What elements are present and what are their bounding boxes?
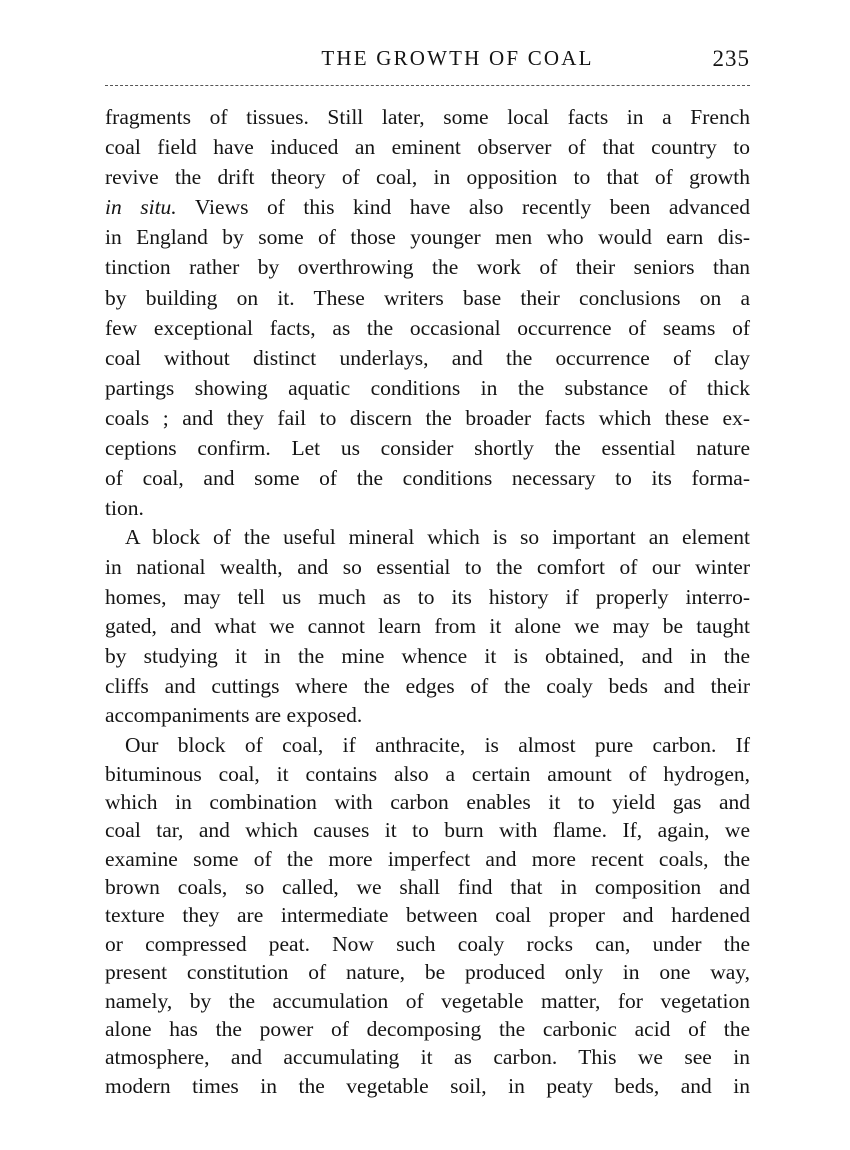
text-line: Our block of coal, if anthracite, is almost pure carbon. If — [125, 733, 750, 758]
text-line: in England by some of those younger men who would earn dis- — [105, 225, 750, 250]
text-line: namely, by the accumulation of vegetable matter, for vegetation — [105, 988, 750, 1013]
text-line: of coal, and some of the conditions necessary to its forma- — [105, 466, 750, 491]
text-line: present constitution of nature, be produced only in one way, — [105, 960, 750, 985]
text-line: atmosphere, and accumulating it as carbon. This we see in — [105, 1045, 750, 1070]
running-head — [105, 46, 750, 76]
text-line: few exceptional facts, as the occasional occurrence of seams of — [105, 315, 750, 340]
text-line: texture they are intermediate between coal proper and hardened — [105, 903, 750, 928]
text-line: homes, may tell us much as to its history if properly interro- — [105, 584, 750, 609]
text-line: examine some of the more imperfect and more recent coals, the — [105, 846, 750, 871]
text-line: gated, and what we cannot learn from it alone we may be taught — [105, 614, 750, 639]
text-line: brown coals, so called, we shall find that in composition and — [105, 875, 750, 900]
paragraph-3 — [105, 731, 750, 1100]
text-line: in national wealth, and so essential to the comfort of our winter — [105, 555, 750, 579]
text-line: revive the drift theory of coal, in opposition to that of growth — [105, 165, 750, 190]
text-line: by studying it in the mine whence it is obtained, and in the — [105, 644, 750, 669]
text-line: partings showing aquatic conditions in the substance of thick — [105, 375, 750, 400]
text-line: coal field have induced an eminent observer of that country to — [105, 135, 750, 160]
text-line: tinction rather by overthrowing the work of their seniors than — [105, 255, 750, 280]
text-line: cliffs and cuttings where the edges of the coaly beds and their — [105, 673, 750, 698]
text-line: or compressed peat. Now such coaly rocks can, under the — [105, 931, 750, 956]
body-text — [105, 102, 750, 1100]
text-line: accompaniments are exposed. — [105, 703, 363, 728]
header-rule — [105, 85, 750, 86]
page-number: 235 — [712, 46, 750, 71]
text-line: alone has the power of decomposing the carbonic acid of the — [105, 1017, 750, 1042]
paragraph-1 — [105, 102, 750, 523]
text-line: A block of the useful mineral which is so important an element — [125, 525, 750, 550]
text-line: coal without distinct underlays, and the occurrence of clay — [105, 345, 750, 370]
text-line: tion. — [105, 496, 144, 521]
paragraph-2 — [105, 523, 750, 731]
text-line: which in combination with carbon enables it to yield gas and — [105, 789, 750, 814]
text-line: in situ. Views of this kind have also recently been advanced — [105, 195, 750, 220]
running-title: THE GROWTH OF COAL — [321, 46, 594, 70]
text-line: coals ; and they fail to discern the broader facts which these ex- — [105, 405, 750, 430]
text-line: by building on it. These writers base their conclusions on a — [105, 285, 750, 310]
text-line: ceptions confirm. Let us consider shortly the essential nature — [105, 436, 750, 461]
text-line: coal tar, and which causes it to burn with flame. If, again, we — [105, 818, 750, 843]
text-line: fragments of tissues. Still later, some local facts in a French — [105, 105, 750, 129]
text-line: modern times in the vegetable soil, in peaty beds, and in — [105, 1073, 750, 1098]
text-line: bituminous coal, it contains also a certain amount of hydrogen, — [105, 761, 750, 786]
